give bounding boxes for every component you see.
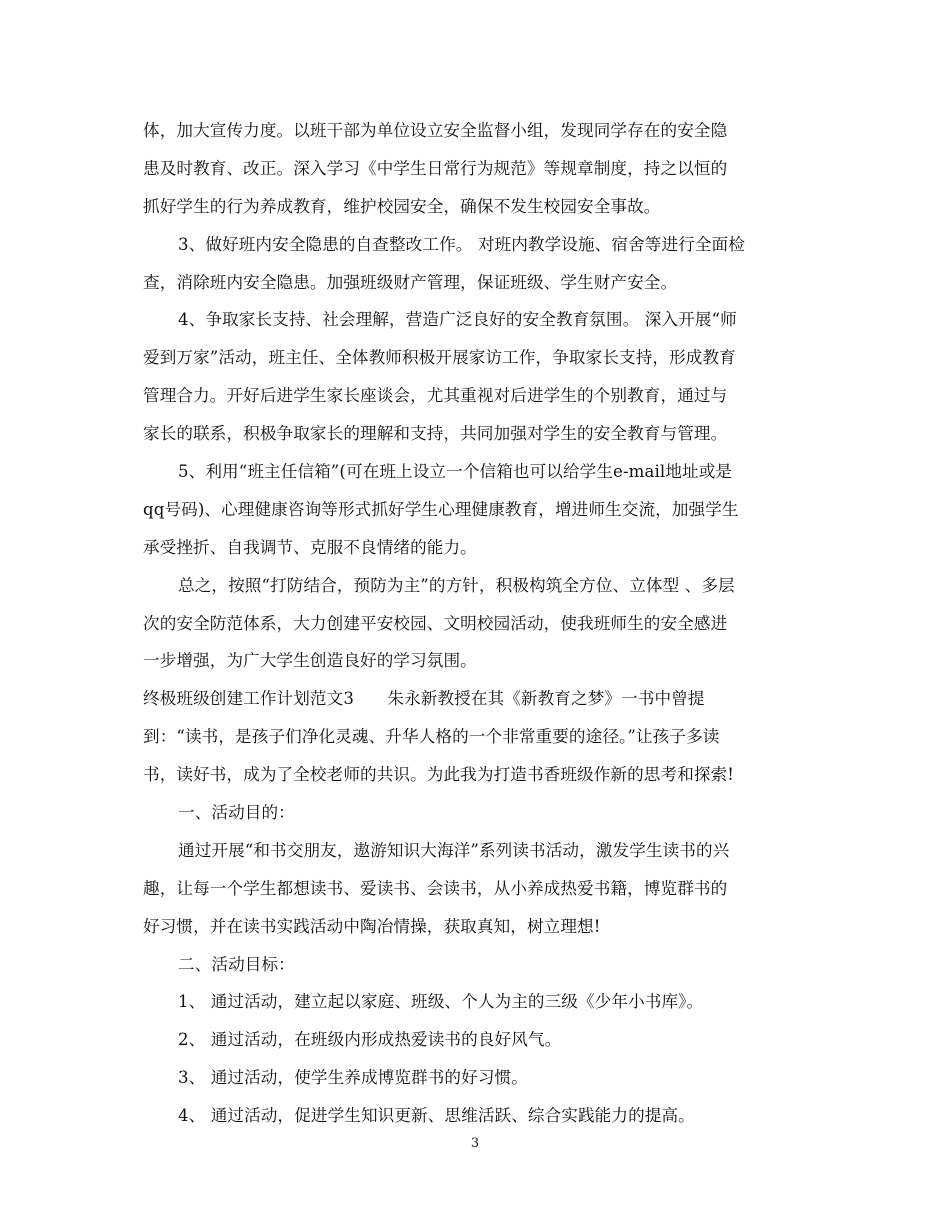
text-line: 4、 通过活动，促进学生知识更新、思维活跃、综合实践能力的提高。 <box>178 1106 695 1126</box>
text-line: 终极班级创建工作计划范文3 朱永新教授在其《新教育之梦》一书中曾提 <box>143 689 705 709</box>
text-line: 书，读好书，成为了全校老师的共识。为此我为打造书香班级作新的思考和探索! <box>143 765 735 785</box>
text-line: 次的安全防范体系，大力创建平安校园、文明校园活动，使我班师生的安全感进 <box>143 613 728 633</box>
text-line: 2、 通过活动，在班级内形成热爱读书的良好风气。 <box>178 1030 562 1050</box>
text-line: 家长的联系，积极争取家长的理解和支持，共同加强对学生的安全教育与管理。 <box>143 424 728 444</box>
body-text <box>143 112 833 1135</box>
text-line: 4、争取家长支持、社会理解，营造广泛良好的安全教育氛围。 深入开展“师 <box>178 310 737 330</box>
page-number: 3 <box>470 1136 480 1151</box>
text-line: 3、做好班内安全隐患的自查整改工作。 对班内教学设施、宿舍等进行全面检 <box>178 234 745 254</box>
text-line: 趣，让每一个学生都想读书、爱读书、会读书，从小养成热爱书籍，博览群书的 <box>143 878 728 898</box>
text-line: 患及时教育、改正。深入学习《中学生日常行为规范》等规章制度，持之以恒的 <box>143 158 728 178</box>
text-line: 一、活动目的： <box>178 803 295 823</box>
text-line: 爱到万家”活动，班主任、全体教师积极开展家访工作，争取家长支持，形成教育 <box>143 348 736 368</box>
text-line: 1、 通过活动，建立起以家庭、班级、个人为主的三级《少年小书库》。 <box>178 992 704 1012</box>
text-line: 到：“读书，是孩子们净化灵魂、升华人格的一个非常重要的途径。”让孩子多读 <box>143 727 720 747</box>
text-line: 通过开展“和书交朋友，遨游知识大海洋”系列读书活动，激发学生读书的兴 <box>178 840 730 860</box>
text-line: 好习惯，并在读书实践活动中陶冶情操，获取真知，树立理想! <box>143 916 601 936</box>
text-line: 二、活动目标： <box>178 954 295 974</box>
text-line: 3、 通过活动，使学生养成博览群书的好习惯。 <box>178 1068 528 1088</box>
text-line: 查，消除班内安全隐患。加强班级财产管理，保证班级、学生财产安全。 <box>143 272 678 292</box>
text-line: 5、利用“班主任信箱”(可在班上设立一个信箱也可以给学生e-mail地址或是 <box>178 462 733 482</box>
text-line: 一步增强，为广大学生创造良好的学习氛围。 <box>143 651 477 671</box>
text-line: 总之，按照“打防结合，预防为主”的方针，积极构筑全方位、立体型 、多层 <box>178 575 735 595</box>
text-line: 管理合力。开好后进学生家长座谈会，尤其重视对后进学生的个别教育，通过与 <box>143 386 728 406</box>
text-line: qq号码)、心理健康咨询等形式抓好学生心理健康教育，增进师生交流，加强学生 <box>143 499 739 519</box>
text-line: 承受挫折、自我调节、克服不良情绪的能力。 <box>143 537 477 557</box>
text-line: 抓好学生的行为养成教育，维护校园安全，确保不发生校园安全事故。 <box>143 196 661 216</box>
text-line: 体，加大宣传力度。以班干部为单位设立安全监督小组，发现同学存在的安全隐 <box>143 121 728 140</box>
